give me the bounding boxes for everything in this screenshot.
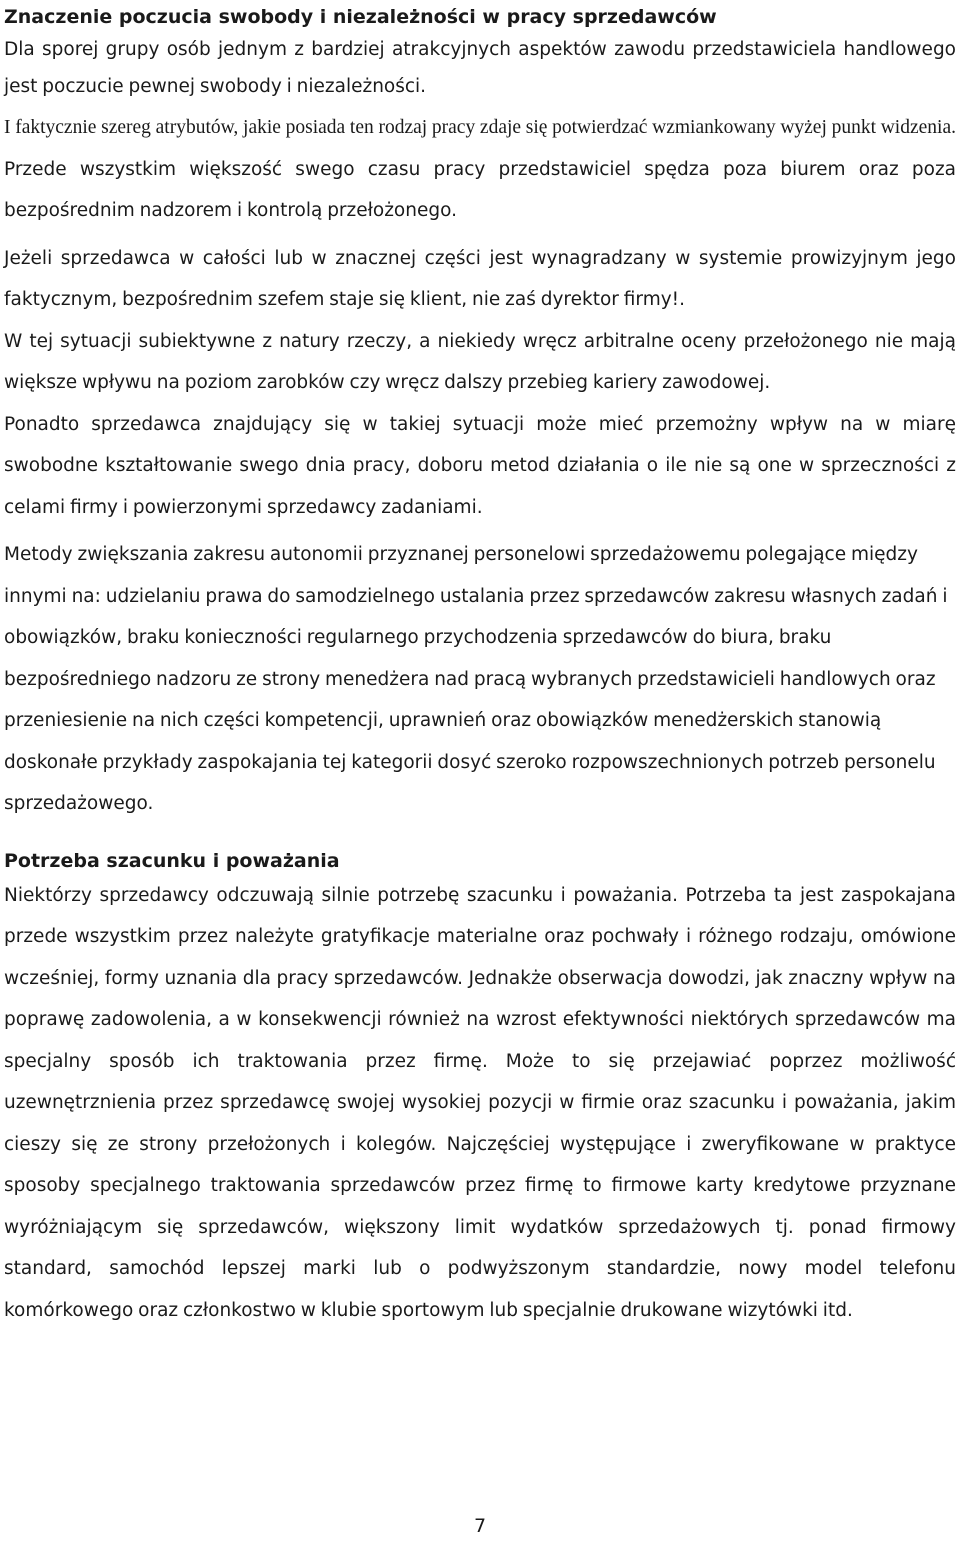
paragraph-respect: Niektórzy sprzedawcy odczuwają silnie potrzebę szacunku i poważania. Potrzeba ta jest zaspokajana przede wszystkim przez należyte gratyfikacje materialne oraz pochwały i różnego rodzaju, omówione wcześniej, formy uznania dla pracy sprzedawców. Jednakże obserwacja dowodzi, jak znaczny wpływ na poprawę zadowolenia, a w konsekwencji również na wzrost efektywności niektórych sprzedawców ma specjalny sposób ich traktowania przez firmę. Może to się przejawiać poprzez możliwość uzewnętrznienia przez sprzedawcę swojej wysokiej pozycji w firmie oraz szacunku i poważania, jakim cieszy się ze strony przełożonych i kolegów. Najczęściej występujące i zweryfikowane w praktyce sposoby specjalnego traktowania sprzedawców przez firmę to firmowe karty kredytowe przyznane wyróżniającym się sprzedawców, większony limit wydatków sprzedażowych tj. ponad firmowy standard, samochód lepszej marki lub o podwyższonym standardzie, nowy model telefonu komórkowego oraz członkostwo w klubie sportowym lub specjalnie drukowane wizytówki itd. — [4, 884, 956, 1321]
page-number: 7 — [473, 1515, 487, 1537]
section-heading-freedom: Znaczenie poczucia swobody i niezależności w pracy sprzedawców — [4, 6, 717, 28]
paragraph-autonomy-methods: Metody zwiększania zakresu autonomii przyznanej personelowi sprzedażowemu polegające między innymi na: udzielaniu prawa do samodzielnego ustalania przez sprzedawców zakresu własnych zadań i obowiązków, braku konieczności regularnego przychodzenia sprzedawców do biura, braku bezpośredniego nadzoru ze strony menedżera nad pracą wybranych przedstawicieli handlowych oraz przeniesienie na nich części kompetencji, uprawnień oraz obowiązków menedżerskich stanowią doskonałe przykłady zaspokajania tej kategorii dosyć szeroko rozpowszechnionych potrzeb personelu sprzedażowego. — [4, 544, 948, 814]
paragraph-freedom-attributes-sans: Przede wszystkim większość swego czasu pracy przedstawiciel spędza poza biurem oraz poza bezpośrednim nadzorem i kontrolą przełożonego. — [4, 158, 956, 221]
paragraph-freedom-intro: Dla sporej grupy osób jednym z bardziej atrakcyjnych aspektów zawodu przedstawiciela handlowego jest poczucie pewnej swobody i niezależności. — [4, 39, 956, 97]
paragraph-commission: Jeżeli sprzedawca w całości lub w znacznej części jest wynagradzany w systemie prowizyjnym jego faktycznym, bezpośrednim szefem staje się klient, nie zaś dyrektor firmy!. — [4, 247, 956, 310]
paragraph-workday: Ponadto sprzedawca znajdujący się w takiej sytuacji może mieć przemożny wpływ na w miarę swobodne kształtowanie swego dnia pracy, doboru metod działania o ile nie są one w sprzeczności z celami firmy i powierzonymi sprzedawcy zadaniami. — [4, 413, 956, 518]
paragraph-freedom-attributes-serif: I faktycznie szereg atrybutów, jakie posiada ten rodzaj pracy zdaje się potwierdzać wzmiankowany wyżej punkt widzenia. — [4, 117, 956, 138]
document-page — [4, 0, 956, 1331]
paragraph-freedom-attributes — [4, 107, 956, 232]
section-heading-respect: Potrzeba szacunku i poważania — [4, 849, 340, 872]
paragraph-assessment: W tej sytuacji subiektywne z natury rzeczy, a niekiedy wręcz arbitralne oceny przełożonego nie mają większe wpływu na poziom zarobków czy wręcz dalszy przebieg kariery zawodowej. — [4, 330, 956, 393]
